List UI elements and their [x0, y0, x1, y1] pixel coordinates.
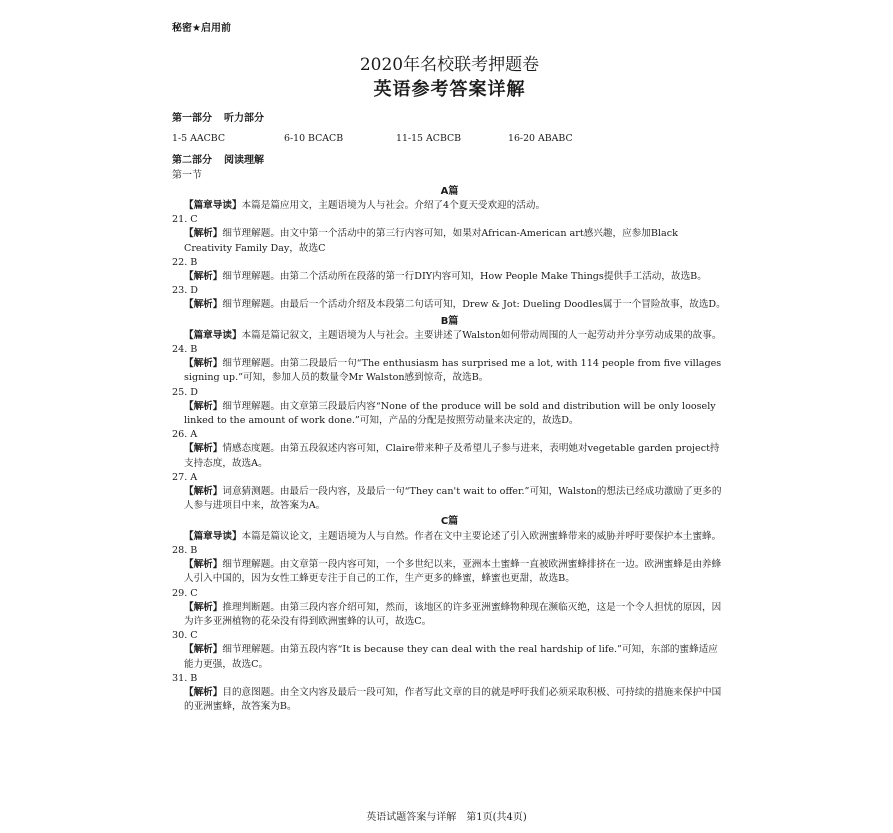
- passage-c-intro: 【篇章导读】本篇是篇议论文，主题语境为人与自然。作者在文中主要论述了引入欧洲蜜蜂带来的威胁并呼吁要保护本土蜜蜂。: [184, 530, 722, 542]
- answer-group: 1-5 AACBC: [172, 133, 226, 145]
- question-explanation: 【解析】细节理解题。由文章第三段最后内容“None of the produce will be sold and distribution will be only loosely linked to the amount of work done.”可知，产品的分配是按照劳动量来决定的，故选D。: [184, 400, 716, 427]
- part2-heading: [172, 154, 727, 168]
- question-explanation: 【解析】细节理解题。由文中第一个活动中的第三行内容可知，如果对African-American art感兴趣，应参加Black Creativity Family Day，故选C: [184, 228, 678, 254]
- question-explanation: 【解析】细节理解题。由最后一个活动介绍及本段第二句话可知，Drew & Jot: Dueling Doodles属于一个冒险故事，故选D。: [184, 299, 726, 311]
- question-number: 26. A: [172, 429, 198, 441]
- question-number: 28. B: [172, 544, 198, 556]
- document-title: 英语参考答案详解: [373, 79, 526, 100]
- section-heading: 第一节: [172, 169, 202, 181]
- part1-label: 第一部分: [172, 113, 212, 124]
- question-number: 25. D: [172, 386, 198, 398]
- confidential-label: 秘密★启用前: [172, 23, 231, 34]
- question-explanation: 【解析】细节理解题。由文章第一段内容可知，一个多世纪以来，亚洲本土蜜蜂一直被欧洲蜜蜂排挤在一边。欧洲蜜蜂是由养蜂人引入中国的，因为女性工蜂更专注于自己的工作，生产更多的蜂蜜，蜂蜜也更甜，故选B。: [184, 559, 722, 585]
- question-explanation: 【解析】目的意图题。由全文内容及最后一段可知，作者写此文章的目的就是呼吁我们必须采取积极、可持续的措施来保护中国的亚洲蜜蜂，故答案为B。: [184, 686, 722, 713]
- question-explanation: 【解析】细节理解题。由第二段最后一句“The enthusiasm has surprised me a lot, with 114 people from five villages signing up.”可知，参加人员的数量令Mr Walston感到惊奇，故选B。: [184, 358, 722, 384]
- exam-title: 2020年名校联考押题卷: [359, 55, 540, 75]
- question-number: 24. B: [172, 344, 198, 356]
- question-number: 22. B: [172, 256, 198, 268]
- part2-name: 阅读理解: [224, 155, 264, 167]
- question-number: 21. C: [172, 214, 198, 226]
- question-number: 23. D: [172, 285, 198, 297]
- page-footer: 英语试题答案与详解 第1页(共4页): [366, 812, 527, 823]
- question-number: 27. A: [172, 471, 198, 483]
- listening-answers: [172, 132, 727, 146]
- part1-heading: [172, 112, 727, 126]
- question-explanation: 【解析】细节理解题。由第五段内容“It is because they can deal with the real hardship of life.”可知，东部的蜜蜂适应能力更强，故选C。: [184, 644, 718, 670]
- question-number: 31. B: [172, 672, 198, 684]
- passage-a-title: A篇: [440, 185, 459, 197]
- passage-b-title: B篇: [440, 315, 459, 327]
- part2-label: 第二部分: [172, 155, 212, 167]
- question-number: 30. C: [172, 630, 198, 642]
- answer-group: 6-10 BCACB: [284, 133, 344, 145]
- answer-group: 11-15 ACBCB: [396, 133, 462, 145]
- question-number: 29. C: [172, 587, 198, 599]
- passage-a-intro: 【篇章导读】本篇是篇应用文，主题语境为人与社会。介绍了4个夏天受欢迎的活动。: [184, 200, 546, 212]
- answer-page: [172, 22, 727, 714]
- question-explanation: 【解析】细节理解题。由第二个活动所在段落的第一行DIY内容可知，How People Make Things提供手工活动，故选B。: [184, 271, 707, 283]
- passage-c-title: C篇: [440, 516, 459, 528]
- part1-name: 听力部分: [224, 113, 264, 124]
- question-explanation: 【解析】词意猜测题。由最后一段内容，及最后一句“They can't wait to offer.”可知，Walston的想法已经成功激励了更多的人参与进项目中来，故答案为A。: [184, 486, 722, 512]
- answer-group: 16-20 ABABC: [508, 133, 573, 145]
- question-explanation: 【解析】推理判断题。由第三段内容介绍可知，然而，该地区的许多亚洲蜜蜂物种现在濒临灭绝，这是一个令人担忧的原因，因为许多亚洲植物的花朵没有得到欧洲蜜蜂的认可，故选C。: [184, 601, 722, 627]
- question-explanation: 【解析】情感态度题。由第五段叙述内容可知，Claire带来种子及希望儿子参与进来，表明她对vegetable garden project持支持态度，故选A。: [184, 443, 720, 469]
- passage-b-intro: 【篇章导读】本篇是篇记叙文，主题语境为人与社会。主要讲述了Walston如何带动周围的人一起劳动并分享劳动成果的故事。: [184, 329, 722, 341]
